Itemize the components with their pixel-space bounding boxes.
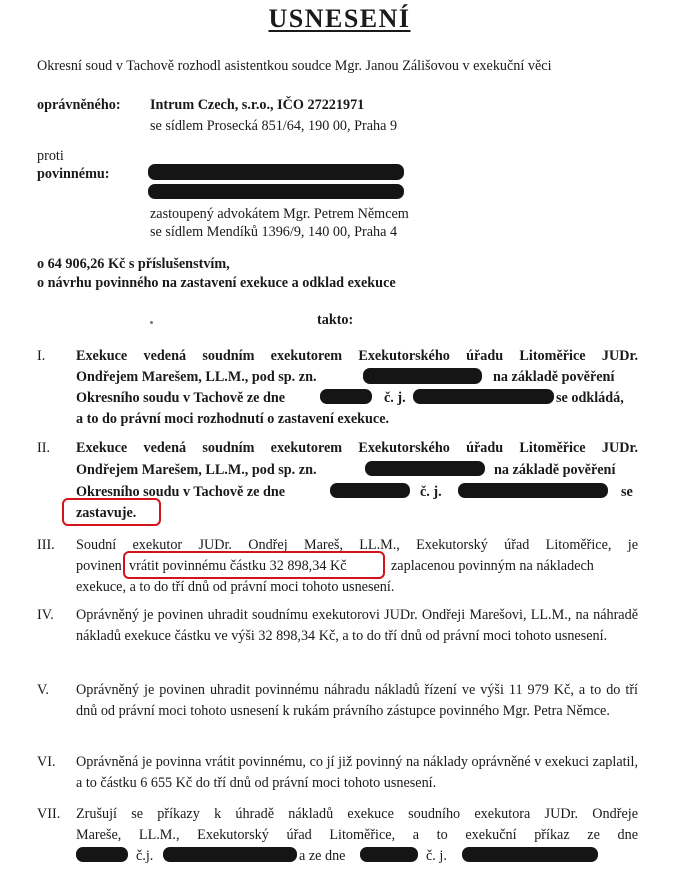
redaction-povinny-name <box>148 164 404 180</box>
povinny-rep: zastoupený advokátem Mgr. Petrem Němcem <box>150 206 409 222</box>
item-7-line-3c: a ze dne <box>299 848 346 864</box>
item-2-line-1: Exekuce vedená soudním exekutorem Exekutorského úřadu Litoměřice JUDr. <box>76 440 638 456</box>
item-1-line-2a: Ondřejem Marešem, LL.M., pod sp. zn. <box>76 369 317 385</box>
item-3-line-2b: vrátit povinnému částku 32 898,34 Kč <box>129 558 347 574</box>
redaction-item-1-spzn <box>363 368 482 384</box>
item-6-number: VI. <box>37 754 56 770</box>
item-1-line-3b: č. j. <box>384 390 406 406</box>
item-2-line-4: zastavuje. <box>76 505 137 521</box>
proti-text: proti <box>37 148 64 164</box>
item-2-line-2b: na základě pověření <box>494 462 616 478</box>
item-5-text: Oprávněný je povinen uhradit povinnému náhradu nákladů řízení ve výši 11 979 Kč, a to do tří dnů od právní moci tohoto usnesení k rukám právního zástupce povinného Mgr. Petra Němce. <box>76 682 638 719</box>
redaction-item-2-cj <box>458 483 608 498</box>
redaction-item-1-date <box>320 389 372 404</box>
item-1-line-2b: na základě pověření <box>493 369 615 385</box>
item-1-line-4: a to do právní moci rozhodnutí o zastavení exekuce. <box>76 411 390 427</box>
item-7-line-3d: č. j. <box>426 848 447 864</box>
redaction-item-2-date <box>330 483 410 498</box>
item-7-number: VII. <box>37 806 61 822</box>
redaction-item-7-date-1 <box>76 847 128 862</box>
opravneny-name: Intrum Czech, s.r.o., IČO 27221971 <box>150 97 365 113</box>
item-1-line-3c: se odkládá, <box>556 390 624 406</box>
povinny-rep-address: se sídlem Mendíků 1396/9, 140 00, Praha 4 <box>150 224 398 240</box>
item-2-number: II. <box>37 440 50 456</box>
item-3-line-1: Soudní exekutor JUDr. Ondřej Mareš, LL.M., Exekutorský úřad Litoměřice, je <box>76 537 638 553</box>
item-1-number: I. <box>37 348 46 364</box>
document-title: USNESENÍ <box>268 4 411 33</box>
opravneny-address: se sídlem Prosecká 851/64, 190 00, Praha 9 <box>150 118 398 134</box>
highlight-zastavuje <box>62 498 161 526</box>
item-1-line-3a: Okresního soudu v Tachově ze dne <box>76 390 286 406</box>
item-2-line-3b: č. j. <box>420 484 442 500</box>
item-7-line-3b: č.j. <box>136 848 154 864</box>
redaction-povinny-address <box>148 184 404 199</box>
subject-line-2: o návrhu povinného na zastavení exekuce a odklad exekuce <box>37 275 396 291</box>
item-7-line-1: Zrušují se příkazy k úhradě nákladů exekuce soudního exekutora JUDr. Ondřeje <box>76 806 638 822</box>
item-4-number: IV. <box>37 607 54 623</box>
item-1-line-1: Exekuce vedená soudním exekutorem Exekutorského úřadu Litoměřice JUDr. <box>76 348 638 364</box>
highlight-vratit-castku <box>123 551 385 579</box>
item-2-line-3c: se <box>621 484 633 500</box>
redaction-item-7-cj-1 <box>163 847 297 862</box>
redaction-item-7-cj-2 <box>462 847 598 862</box>
item-7-line-2: Mareše, LL.M., Exekutorský úřad Litoměřice, a to exekuční příkaz ze dne <box>76 827 638 843</box>
povinny-label: povinnému: <box>37 166 110 182</box>
intro-text: Okresní soud v Tachově rozhodl asistentkou soudce Mgr. Janou Zálišovou v exekuční věci <box>37 58 552 74</box>
item-6-text: Oprávněná je povinna vrátit povinnému, co jí již povinný na náklady oprávněné v exekuci zaplatil, a to částku 6 655 Kč do tří dnů od právní moci tohoto usnesení. <box>76 754 638 791</box>
item-3-line-2a: povinen <box>76 558 122 574</box>
redaction-item-2-spzn <box>365 461 485 476</box>
item-5-number: V. <box>37 682 49 698</box>
item-3-number: III. <box>37 537 55 553</box>
subject-line-1: o 64 906,26 Kč s příslušenstvím, <box>37 256 230 272</box>
item-2-line-3a: Okresního soudu v Tachově ze dne <box>76 484 286 500</box>
redaction-item-7-date-2 <box>360 847 418 862</box>
item-2-line-2a: Ondřejem Marešem, LL.M., pod sp. zn. <box>76 462 317 478</box>
scan-speck <box>150 321 153 324</box>
redaction-item-1-cj <box>413 389 554 404</box>
takto-heading: takto: <box>317 312 354 328</box>
item-3-line-2c: zaplacenou povinným na nákladech <box>391 558 594 574</box>
item-3-line-3: exekuce, a to do tří dnů od právní moci tohoto usnesení. <box>76 579 395 595</box>
item-4-text: Oprávněný je povinen uhradit soudnímu exekutorovi JUDr. Ondřeji Marešovi, LL.M., na náhradě nákladů exekuce částku ve výši 32 898,34 Kč, a to do tří dnů od právní moci tohoto usnesení. <box>76 607 638 644</box>
opravneny-label: oprávněného: <box>37 97 121 113</box>
